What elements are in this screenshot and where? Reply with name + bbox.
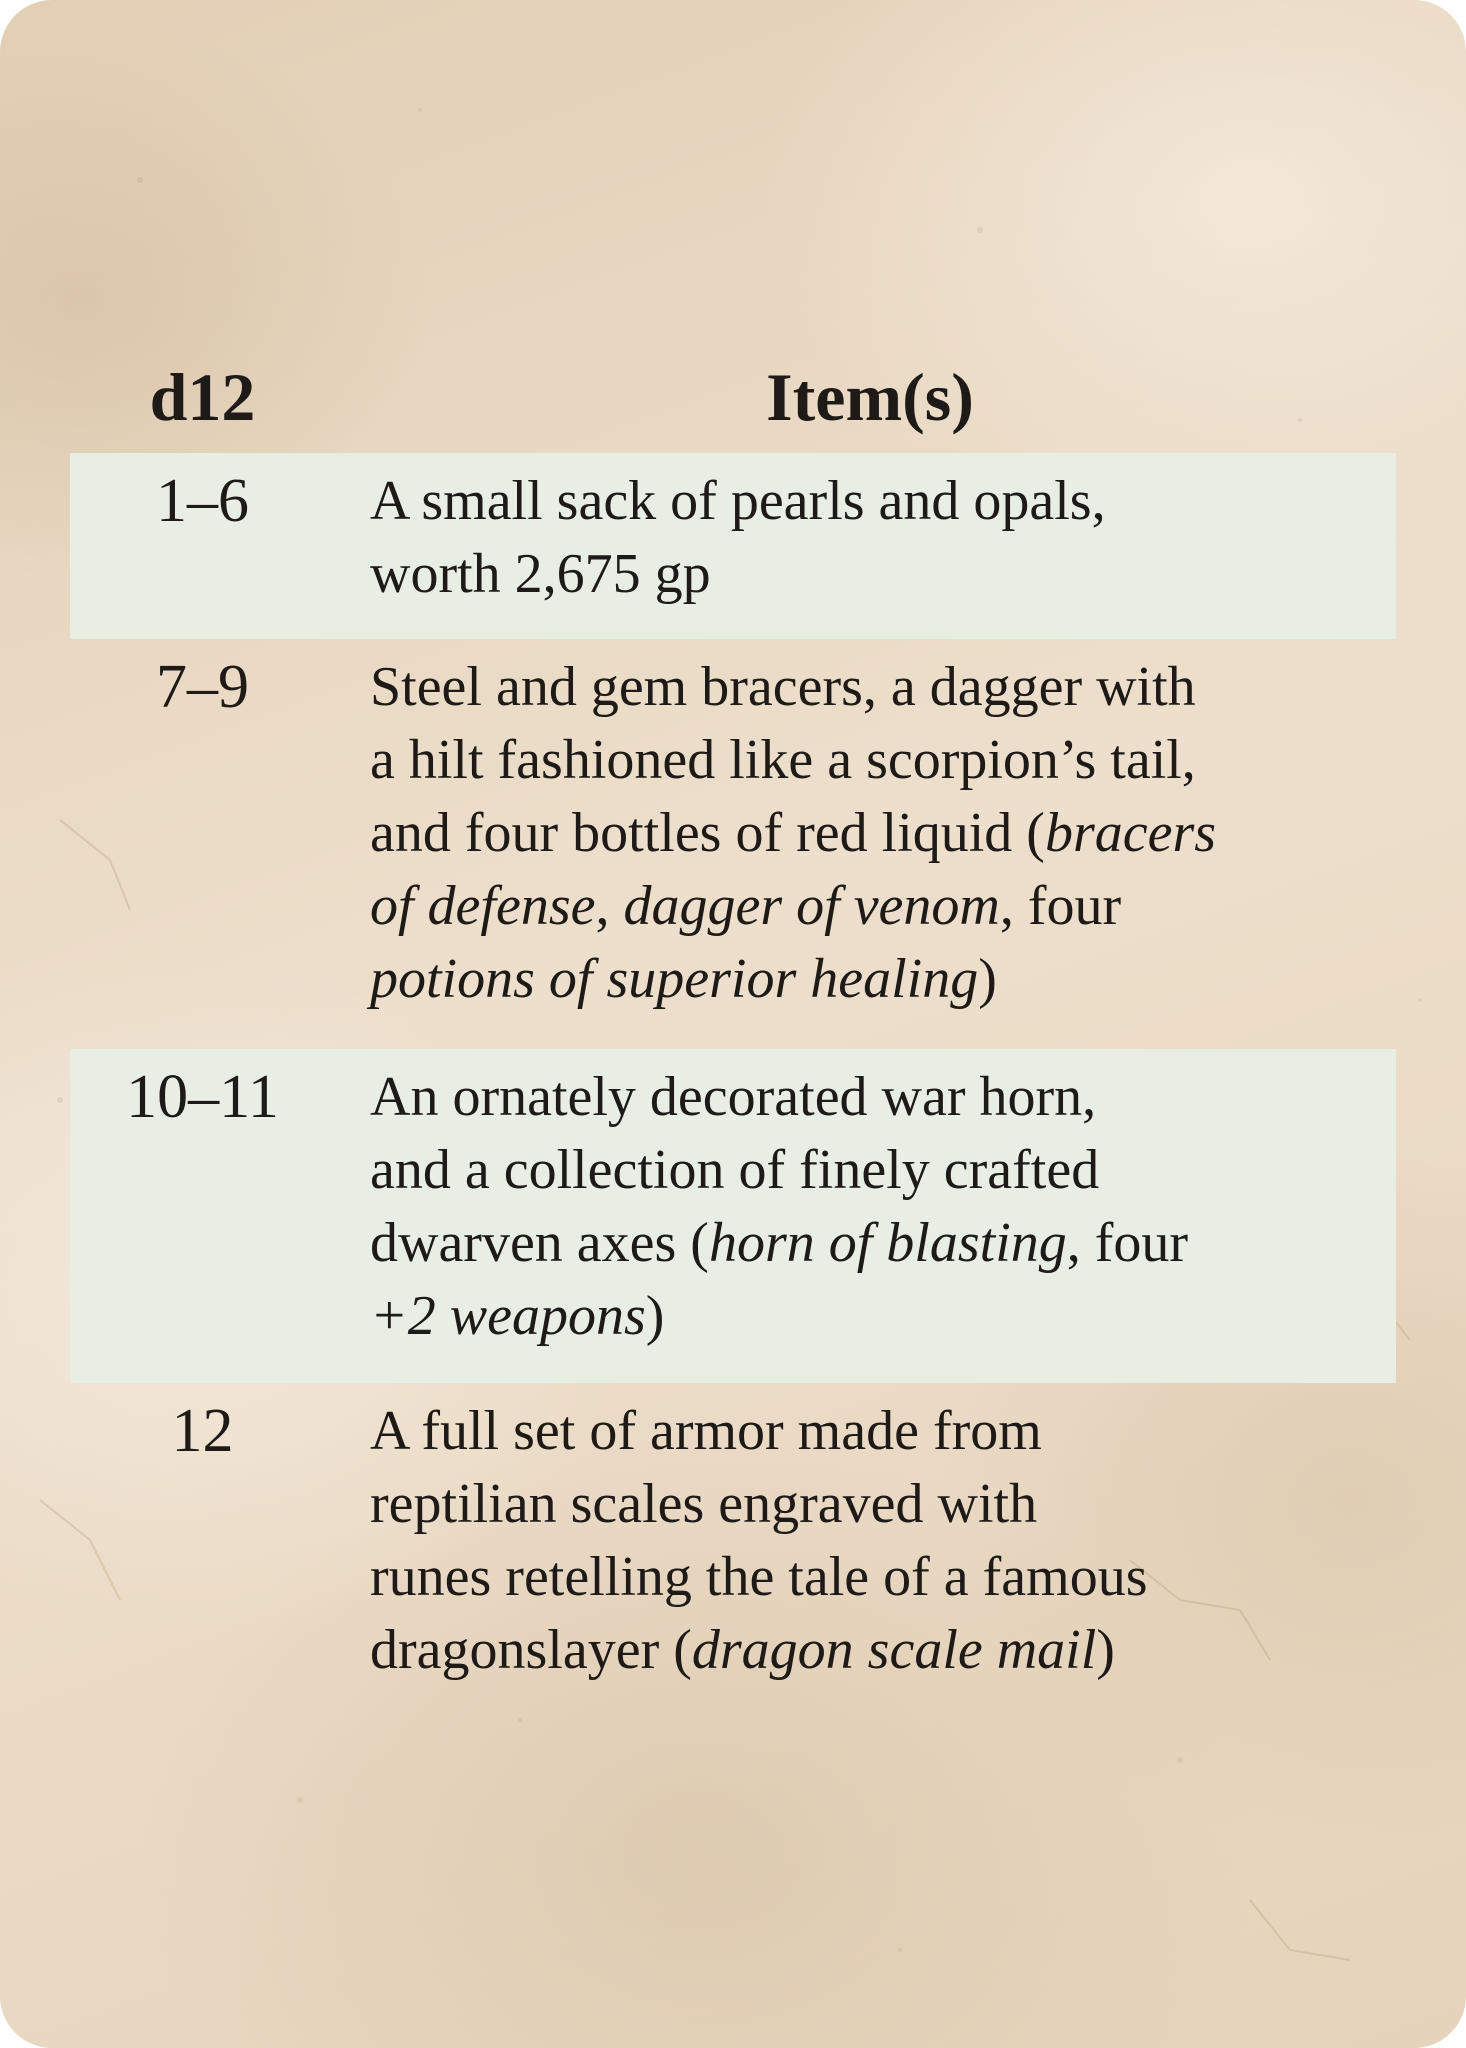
header-roll: d12: [149, 359, 256, 435]
item-text: dragonslayer (: [370, 1619, 692, 1681]
magic-item-name: bracers: [1044, 802, 1217, 864]
roll-range: 12: [171, 1397, 234, 1465]
item-text: Steel and gem bracers, a dagger with: [370, 656, 1196, 718]
roll-range: 7–9: [156, 653, 249, 721]
item-description: [335, 1049, 1396, 1383]
magic-item-name: of defense: [370, 875, 596, 937]
item-line: [370, 1061, 1386, 1134]
table-row: [70, 453, 1396, 639]
magic-item-name: dagger of venom: [623, 875, 1000, 937]
item-text: reptilian scales engraved with: [370, 1473, 1038, 1535]
item-line: [370, 465, 1386, 538]
magic-item-name: horn of blasting: [708, 1212, 1067, 1274]
roll-range: 10–11: [126, 1063, 279, 1131]
item-description: [335, 453, 1396, 639]
treasure-table: [70, 345, 1396, 1713]
item-line: [370, 651, 1386, 724]
item-text: worth 2,675 gp: [370, 543, 711, 605]
item-line: [370, 1134, 1386, 1207]
item-line: [370, 538, 1386, 611]
item-description: [335, 639, 1396, 1049]
item-line: [370, 1207, 1386, 1280]
table-row: [70, 1049, 1396, 1383]
item-text: A small sack of pearls and opals,: [370, 470, 1106, 532]
table-row: [70, 639, 1396, 1049]
item-line: [370, 1614, 1386, 1687]
magic-item-name: dragon scale mail: [691, 1619, 1097, 1681]
item-description: [335, 1383, 1396, 1713]
item-line: [370, 943, 1386, 1016]
item-text: dwarven axes (: [370, 1212, 709, 1274]
item-line: [370, 797, 1386, 870]
item-text: ): [978, 948, 997, 1010]
item-text: runes retelling the tale of a famous: [370, 1546, 1148, 1608]
table-header: [70, 345, 1396, 453]
header-items: Item(s): [766, 359, 974, 435]
item-line: [370, 724, 1386, 797]
item-text: ): [1096, 1619, 1115, 1681]
item-text: ,: [595, 875, 624, 937]
item-text: , four: [999, 875, 1122, 937]
item-text: , four: [1066, 1212, 1189, 1274]
item-line: [370, 1280, 1386, 1353]
item-line: [370, 1541, 1386, 1614]
item-line: [370, 1395, 1386, 1468]
item-text: A full set of armor made from: [370, 1400, 1042, 1462]
item-line: [370, 1468, 1386, 1541]
item-text: and a collection of finely crafted: [370, 1139, 1100, 1201]
magic-item-name: potions of superior healing: [370, 948, 979, 1010]
item-text: ): [645, 1285, 665, 1347]
item-text: An ornately decorated war horn,: [370, 1066, 1097, 1128]
table-row: [70, 1383, 1396, 1713]
item-text: a hilt fashioned like a scorpion’s tail,: [370, 729, 1196, 791]
magic-item-name: +2 weapons: [370, 1285, 646, 1347]
item-text: and four bottles of red liquid (: [370, 802, 1045, 864]
item-line: [370, 870, 1386, 943]
roll-range: 1–6: [156, 467, 249, 535]
